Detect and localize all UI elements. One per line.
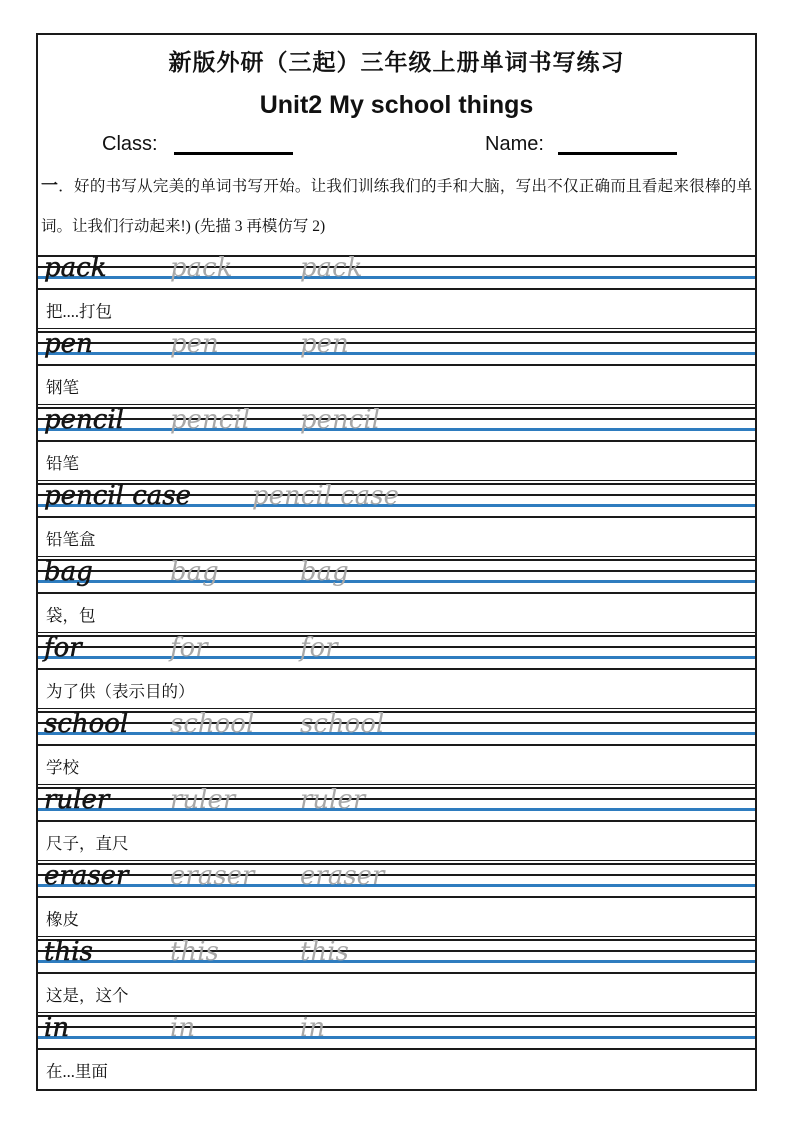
word-trace: in <box>300 1013 326 1043</box>
word-meaning-text: 铅笔 <box>46 453 79 473</box>
word-meaning-cell <box>38 443 755 481</box>
word-trace: bag <box>300 557 349 587</box>
handwriting-line-area[interactable] <box>38 329 755 367</box>
word-trace: this <box>300 937 349 967</box>
word-practice-row <box>38 709 755 785</box>
word-meaning-text: 尺子，直尺 <box>46 833 129 853</box>
word-sample: school <box>44 709 129 739</box>
word-sample: bag <box>44 557 93 587</box>
word-meaning-cell <box>38 747 755 785</box>
word-practice-row <box>38 785 755 861</box>
handwriting-line-area[interactable] <box>38 937 755 975</box>
handwriting-line-area[interactable] <box>38 481 755 519</box>
word-practice-row <box>38 481 755 557</box>
guide-line-bottom <box>38 440 755 442</box>
word-trace: school <box>300 709 385 739</box>
word-practice-row <box>38 633 755 709</box>
guide-line-upper-mid <box>38 722 755 724</box>
practice-table <box>38 253 755 1089</box>
word-practice-row <box>38 861 755 937</box>
word-sample: pencil case <box>44 481 192 511</box>
word-trace: pencil <box>170 405 250 435</box>
name-label: Name: <box>485 133 544 155</box>
word-trace: pencil <box>300 405 380 435</box>
guide-line-bottom <box>38 820 755 822</box>
guide-line-top <box>38 863 755 865</box>
instruction-paragraph <box>38 166 755 247</box>
word-meaning-cell <box>38 1051 755 1089</box>
instruction-text: ．好的书写从完美的单词书写开始。让我们训练我们的手和大脑，写出不仅正确而且看起来很棒的单词。让我们行动起来!) (先描 3 再模仿写 2) <box>41 178 752 235</box>
word-practice-row <box>38 405 755 481</box>
word-meaning-text: 在...里面 <box>46 1062 108 1081</box>
guide-line-baseline-blue <box>38 656 755 659</box>
handwriting-line-area[interactable] <box>38 405 755 443</box>
guide-line-bottom <box>38 364 755 366</box>
word-practice-row <box>38 937 755 1013</box>
word-practice-row <box>38 557 755 633</box>
word-trace: pencil case <box>252 481 400 511</box>
word-trace: pen <box>170 329 219 359</box>
word-sample: for <box>44 633 82 663</box>
guide-line-upper-mid <box>38 950 755 952</box>
class-name-row <box>38 130 755 161</box>
word-sample: ruler <box>44 785 110 815</box>
handwriting-line-area[interactable] <box>38 1013 755 1051</box>
guide-line-bottom <box>38 744 755 746</box>
handwriting-line-area[interactable] <box>38 785 755 823</box>
guide-line-baseline-blue <box>38 960 755 963</box>
word-trace: this <box>170 937 219 967</box>
word-trace: eraser <box>170 861 255 891</box>
word-trace: school <box>170 709 255 739</box>
handwriting-line-area[interactable] <box>38 253 755 291</box>
word-meaning-cell <box>38 519 755 557</box>
guide-line-upper-mid <box>38 570 755 572</box>
word-trace: pack <box>300 253 363 283</box>
word-trace: ruler <box>300 785 366 815</box>
guide-line-upper-mid <box>38 1026 755 1028</box>
handwriting-line-area[interactable] <box>38 633 755 671</box>
guide-line-baseline-blue <box>38 276 755 279</box>
handwriting-line-area[interactable] <box>38 861 755 899</box>
guide-line-upper-mid <box>38 266 755 268</box>
guide-line-bottom <box>38 1048 755 1050</box>
guide-line-top <box>38 711 755 713</box>
section-marker: 一 <box>41 176 59 195</box>
word-trace: for <box>300 633 338 663</box>
word-sample: pack <box>44 253 107 283</box>
guide-line-baseline-blue <box>38 884 755 887</box>
guide-line-top <box>38 255 755 257</box>
guide-line-baseline-blue <box>38 808 755 811</box>
word-trace: in <box>170 1013 196 1043</box>
page-title: 新版外研（三起）三年级上册单词书写练习 <box>168 49 625 75</box>
guide-line-baseline-blue <box>38 428 755 431</box>
word-meaning-cell <box>38 823 755 861</box>
guide-line-baseline-blue <box>38 580 755 583</box>
guide-line-bottom <box>38 896 755 898</box>
guide-line-bottom <box>38 516 755 518</box>
word-meaning-text: 学校 <box>46 757 79 777</box>
word-practice-row <box>38 253 755 329</box>
guide-line-top <box>38 331 755 333</box>
word-trace: pack <box>170 253 233 283</box>
handwriting-line-area[interactable] <box>38 709 755 747</box>
guide-line-baseline-blue <box>38 352 755 355</box>
word-meaning-text: 把....打包 <box>46 301 112 321</box>
word-trace: bag <box>170 557 219 587</box>
word-practice-row <box>38 329 755 405</box>
word-meaning-text: 袋，包 <box>46 605 96 625</box>
word-trace: ruler <box>170 785 236 815</box>
class-label: Class: <box>102 133 158 155</box>
word-sample: eraser <box>44 861 129 891</box>
word-practice-row <box>38 1013 755 1089</box>
handwriting-line-area[interactable] <box>38 557 755 595</box>
guide-line-upper-mid <box>38 874 755 876</box>
guide-line-bottom <box>38 972 755 974</box>
guide-line-bottom <box>38 288 755 290</box>
guide-line-upper-mid <box>38 646 755 648</box>
worksheet-page <box>36 33 757 1091</box>
guide-line-top <box>38 559 755 561</box>
guide-line-top <box>38 1015 755 1017</box>
guide-line-top <box>38 407 755 409</box>
word-meaning-cell <box>38 975 755 1013</box>
guide-line-bottom <box>38 592 755 594</box>
word-meaning-cell <box>38 671 755 709</box>
word-meaning-text: 为了供（表示目的） <box>46 681 195 701</box>
guide-line-baseline-blue <box>38 732 755 735</box>
word-meaning-cell <box>38 367 755 405</box>
word-meaning-cell <box>38 291 755 329</box>
word-meaning-cell <box>38 899 755 937</box>
word-sample: pencil <box>44 405 124 435</box>
name-blank-field[interactable] <box>558 130 677 155</box>
word-trace: pen <box>300 329 349 359</box>
word-meaning-text: 钢笔 <box>46 377 79 397</box>
guide-line-top <box>38 939 755 941</box>
word-trace: eraser <box>300 861 385 891</box>
guide-line-bottom <box>38 668 755 670</box>
word-meaning-text: 铅笔盒 <box>46 529 96 549</box>
guide-line-upper-mid <box>38 418 755 420</box>
word-meaning-text: 橡皮 <box>46 909 79 929</box>
word-sample: in <box>44 1013 70 1043</box>
guide-line-upper-mid <box>38 798 755 800</box>
unit-title: Unit2 My school things <box>259 91 534 119</box>
word-meaning-text: 这是，这个 <box>46 985 129 1005</box>
guide-line-top <box>38 787 755 789</box>
word-trace: for <box>170 633 208 663</box>
guide-line-upper-mid <box>38 342 755 344</box>
guide-line-top <box>38 635 755 637</box>
word-sample: this <box>44 937 93 967</box>
class-blank-field[interactable] <box>174 130 293 155</box>
word-meaning-cell <box>38 595 755 633</box>
guide-line-baseline-blue <box>38 1036 755 1039</box>
word-sample: pen <box>44 329 93 359</box>
